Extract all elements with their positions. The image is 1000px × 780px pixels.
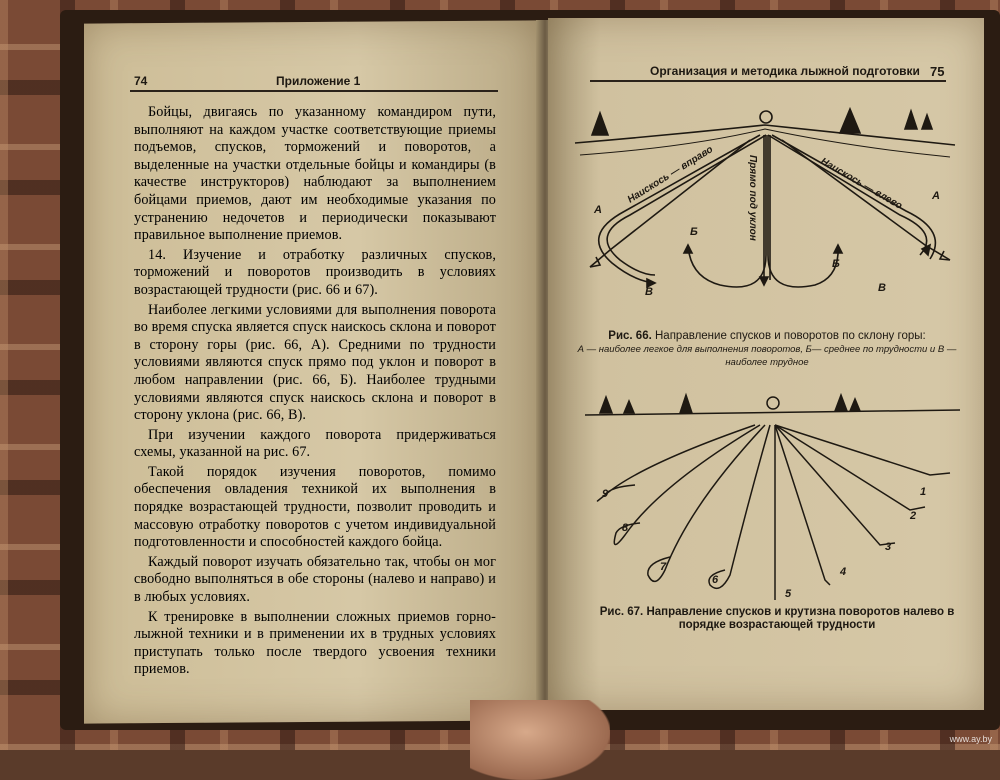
turn-number: 9 xyxy=(602,488,609,500)
turn-number: 6 xyxy=(712,574,719,586)
left-body-text xyxy=(134,104,496,679)
letter-label: А xyxy=(594,204,602,216)
left-header-rule xyxy=(130,90,498,92)
paragraph: Бойцы, двигаясь по указанному командиром пути, выполняют на каждом участке соответствующие приемы подъемов, спусков, торможений и поворотов, а выделенные на участки отдельные бойцы и командиры (в качестве инструкторов) наблюдают за выполнением бойцами приемов, дают им необходимые указания по устранению недочетов и периодически показывают правильное выполнение приемов. xyxy=(134,104,496,244)
thumb xyxy=(470,700,610,780)
turn-number: 7 xyxy=(660,561,667,573)
left-page-number: 74 xyxy=(134,74,148,88)
turn-number: 1 xyxy=(920,486,927,498)
path-label: Прямо под уклон xyxy=(747,155,758,241)
figure-67-caption xyxy=(592,606,962,632)
figure-67-diagram xyxy=(580,385,965,610)
path-label: Наискось — влево xyxy=(818,156,904,212)
turn-number: 4 xyxy=(840,566,847,578)
figure-66-subcaption: А — наиболее легкое для выполнения поворотов, Б— среднее по трудности и В — наиболее трудное xyxy=(577,344,957,368)
figure-66-caption xyxy=(572,330,962,369)
figure-66-label: Рис. 66. xyxy=(608,330,652,342)
figure-66-caption-text: Направление спусков и поворотов по склону горы: xyxy=(655,330,926,342)
paragraph: При изучении каждого поворота придерживаться схемы, указанной на рис. 67. xyxy=(134,426,496,461)
paragraph: К тренировке в выполнении сложных приемов горно-лыжной техники и в применении их в трудных условиях приступать только после твердого усвоения техники приемов. xyxy=(134,608,496,678)
paragraph: Наиболее легкими условиями для выполнения поворота во время спуска является спуск наискось склона и поворот в сторону горы (рис. 66, А). Средними по трудности условиями являются спуск прямо под уклон и поворот в любом направлении (рис. 66, Б). Наиболее трудными условиями являются спуск наискось склона и поворот в сторону уклона (рис. 66, В). xyxy=(134,301,496,424)
watermark: www.ay.by xyxy=(949,734,992,744)
left-running-head: Приложение 1 xyxy=(276,74,361,88)
turn-number: 2 xyxy=(910,510,917,522)
letter-label: Б xyxy=(832,258,840,270)
paragraph: Каждый поворот изучать обязательно так, чтобы он мог свободно выполняться в обе стороны (налево и направо) и в любых условиях. xyxy=(134,553,496,606)
figure-66-diagram xyxy=(570,95,960,320)
paragraph: Такой порядок изучения поворотов, помимо обеспечения овладения техникой их выполнения в порядке возрастающей трудности, позволит проводить и массовую отработку поворотов с учетом индивидуальной подготовленности и способностей каждого бойца. xyxy=(134,463,496,551)
letter-label: В xyxy=(878,282,886,294)
turn-number: 5 xyxy=(785,588,792,600)
right-header-rule xyxy=(590,80,946,82)
paragraph: 14. Изучение и отработку различных спусков, торможений и поворотов производить в условиях возрастающей трудности (рис. 66 и 67). xyxy=(134,246,496,298)
right-running-head: Организация и методика лыжной подготовки xyxy=(650,64,920,78)
turn-number: 3 xyxy=(885,541,892,553)
figure-67-caption-text: Направление спусков и крутизна поворотов налево в порядке возрастающей трудности xyxy=(646,606,955,631)
turn-number: 8 xyxy=(622,522,629,534)
path-label: Наискось — вправо xyxy=(625,144,716,206)
letter-label: Б xyxy=(690,226,698,238)
letter-label: А xyxy=(932,190,940,202)
letter-label: В xyxy=(645,286,653,298)
right-page-number: 75 xyxy=(930,64,945,79)
figure-67-label: Рис. 67. xyxy=(599,606,644,618)
